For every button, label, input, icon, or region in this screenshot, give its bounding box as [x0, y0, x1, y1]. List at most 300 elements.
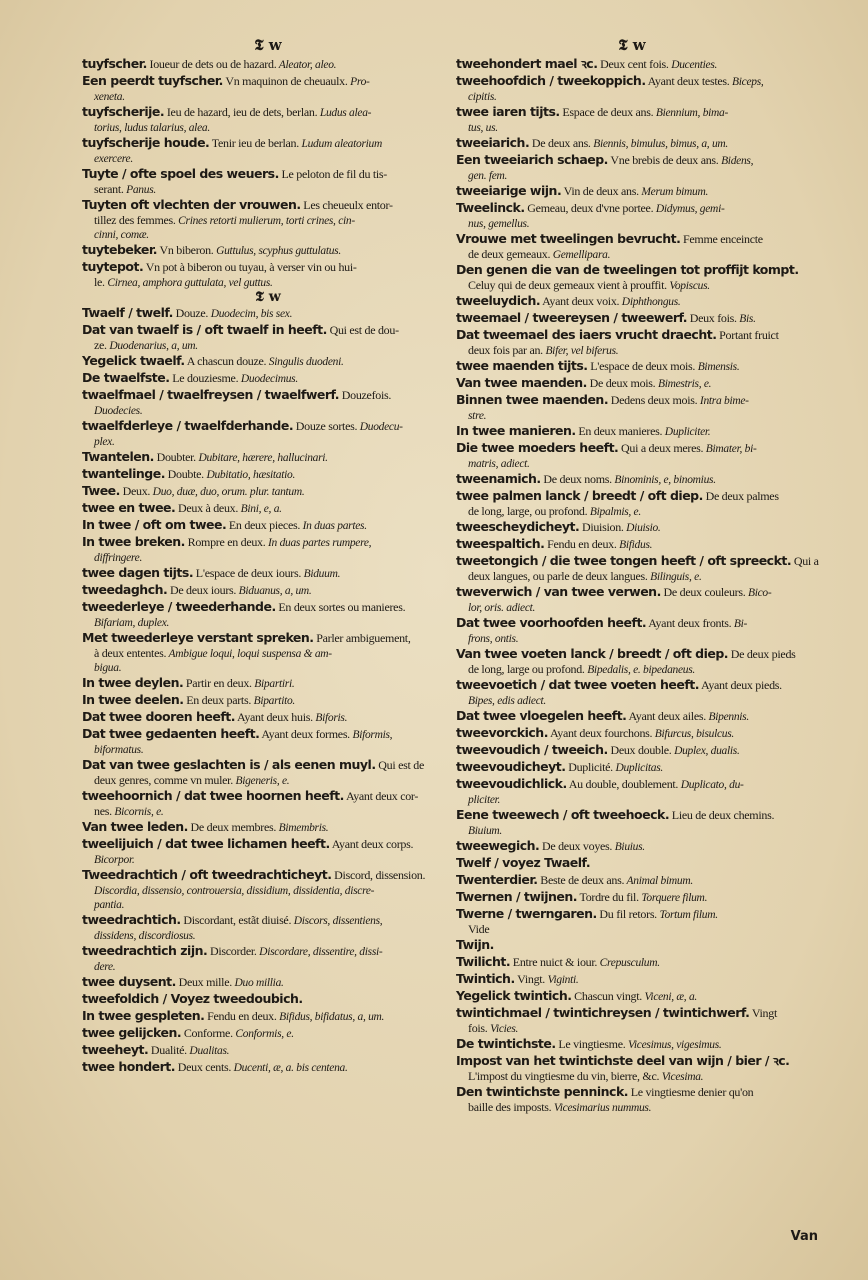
- entry-line: [456, 807, 808, 824]
- entry-continuation-line: [82, 90, 454, 104]
- latin-gloss: Ducenties.: [668, 59, 718, 71]
- latin-gloss: Cirnea, amphora guttulata, vel guttus.: [104, 277, 273, 289]
- dictionary-entry: [456, 838, 808, 855]
- entry-line: [456, 872, 808, 889]
- entry-line: [456, 375, 808, 392]
- entry-line: [82, 104, 454, 121]
- french-gloss: serant.: [94, 182, 124, 196]
- french-gloss: Ayant deux cor-: [343, 789, 419, 803]
- dictionary-entry: [456, 1084, 808, 1115]
- entry-line: [82, 709, 454, 726]
- latin-gloss: biformatus.: [94, 744, 144, 756]
- entry-continuation-line: [456, 1101, 808, 1115]
- entry-continuation-line: [456, 169, 808, 183]
- latin-gloss: In duas partes.: [300, 520, 367, 532]
- dictionary-entry: [82, 819, 454, 836]
- latin-gloss: Bico-: [745, 587, 772, 599]
- latin-gloss: Bifariam, duplex.: [94, 617, 170, 629]
- latin-gloss: Tortum filum.: [656, 909, 718, 921]
- latin-gloss: Duo, duæ, duo, orum. plur. tantum.: [150, 486, 305, 498]
- french-gloss: Deux fois.: [687, 311, 737, 325]
- latin-gloss: Vicesimus, vigesimus.: [625, 1039, 722, 1051]
- entry-continuation-line: [456, 1070, 808, 1084]
- dictionary-entry: [82, 1059, 454, 1076]
- dutch-headword: Twantelen.: [82, 449, 154, 464]
- entry-continuation-line: [82, 404, 454, 418]
- french-gloss: Qui est de dou-: [326, 323, 399, 337]
- entry-line: [456, 488, 808, 505]
- dictionary-entry: [456, 937, 808, 954]
- latin-gloss: Biforis.: [312, 712, 348, 724]
- entry-line: [82, 449, 454, 466]
- entry-continuation-line: [82, 774, 454, 788]
- entry-line: [456, 1053, 808, 1070]
- entry-line: [456, 954, 808, 971]
- latin-gloss: Guttulus, scyphus guttulatus.: [213, 245, 341, 257]
- french-gloss: ze.: [94, 338, 107, 352]
- entry-line: [456, 906, 808, 923]
- latin-gloss: tus, us.: [468, 122, 498, 134]
- entry-line: [456, 937, 808, 954]
- entry-line: [456, 423, 808, 440]
- french-gloss: Duplicité.: [565, 760, 613, 774]
- latin-gloss: Intra bime-: [697, 395, 749, 407]
- dutch-headword: tweespaltich.: [456, 536, 545, 551]
- latin-gloss: Bifer, vel biferus.: [542, 345, 619, 357]
- dutch-headword: twee dagen tijts.: [82, 565, 194, 580]
- entry-line: [456, 440, 808, 457]
- entry-line: [82, 259, 454, 276]
- dictionary-entry: [82, 73, 454, 104]
- entry-line: [82, 483, 454, 500]
- latin-gloss: Bipalmis, e.: [587, 506, 641, 518]
- dutch-headword: tuytebeker.: [82, 242, 157, 257]
- dutch-headword: twee palmen lanck / breedt / oft diep.: [456, 488, 703, 503]
- dictionary-entry: [82, 1008, 454, 1025]
- latin-gloss: Discordare, dissentire, dissi-: [256, 946, 383, 958]
- latin-gloss: xeneta.: [94, 91, 125, 103]
- french-gloss: De deux palmes: [702, 489, 779, 503]
- dictionary-entry: [456, 392, 808, 423]
- entry-continuation-line: [82, 805, 454, 819]
- dictionary-entry: [82, 565, 454, 582]
- dictionary-entry: [456, 536, 808, 553]
- entry-line: [82, 1059, 454, 1076]
- french-gloss: Doubte.: [164, 467, 204, 481]
- dictionary-entry: [456, 988, 808, 1005]
- french-gloss: Femme enceincte: [680, 232, 763, 246]
- entry-line: [456, 988, 808, 1005]
- french-gloss: Tenir ieu de berlan.: [209, 136, 299, 150]
- french-gloss: Ayant deux fronts.: [646, 616, 732, 630]
- latin-gloss: Torquere filum.: [638, 892, 708, 904]
- entry-continuation-line: [82, 276, 454, 290]
- dictionary-entry: [456, 293, 808, 310]
- dictionary-entry: [82, 867, 454, 912]
- dutch-headword: Den twintichste penninck.: [456, 1084, 629, 1099]
- dutch-headword: Twelf / voyez Twaelf.: [456, 855, 591, 870]
- french-gloss: L'impost du vingtiesme du vin, bierre, &c.: [468, 1069, 660, 1083]
- entry-line: [456, 584, 808, 601]
- dictionary-entry: [82, 517, 454, 534]
- french-gloss: L'espace de deux mois.: [587, 359, 696, 373]
- dutch-headword: In twee / oft om twee.: [82, 517, 227, 532]
- french-gloss: Discord, dissension.: [331, 868, 426, 882]
- french-gloss: fois.: [468, 1021, 488, 1035]
- dutch-headword: De twintichste.: [456, 1036, 556, 1051]
- dutch-headword: tweeheyt.: [82, 1042, 149, 1057]
- dutch-headword: Impost van het twintichste deel van wijn / bier / ꝛc.: [456, 1053, 790, 1068]
- dutch-headword: tweevorckich.: [456, 725, 548, 740]
- entry-continuation-line: [456, 824, 808, 838]
- entry-line: [456, 725, 808, 742]
- entry-continuation-line: [82, 960, 454, 974]
- dutch-headword: Binnen twee maenden.: [456, 392, 609, 407]
- latin-gloss: Dubitatio, hæsitatio.: [203, 469, 296, 481]
- latin-gloss: Duodecu-: [357, 421, 403, 433]
- entry-continuation-line: [456, 344, 808, 358]
- dutch-headword: Dat twee voorhoofden heeft.: [456, 615, 647, 630]
- entry-line: [456, 553, 819, 570]
- french-gloss: Discorder.: [207, 944, 257, 958]
- entry-line: [82, 166, 454, 183]
- entry-line: [82, 56, 454, 73]
- french-gloss: tillez des femmes.: [94, 213, 176, 227]
- dictionary-entry: [82, 135, 454, 166]
- dutch-headword: Dat twee dooren heeft.: [82, 709, 236, 724]
- french-gloss: Discordant, estãt diuisé.: [180, 913, 292, 927]
- entry-continuation-line: [82, 121, 454, 135]
- latin-gloss: Bilinguis, e.: [647, 571, 702, 583]
- entry-continuation-line: [456, 632, 808, 646]
- dictionary-entry: [82, 418, 454, 449]
- latin-gloss: Bicornis, e.: [111, 806, 164, 818]
- latin-gloss: cinni, comæ.: [94, 229, 149, 241]
- french-gloss: A chascun douze.: [184, 354, 267, 368]
- dictionary-entry: [456, 183, 808, 200]
- dutch-headword: Tweedrachtich / oft tweedrachticheyt.: [82, 867, 332, 882]
- latin-gloss: Biennium, bima-: [653, 107, 729, 119]
- dictionary-entry: [82, 305, 454, 322]
- french-gloss: Ayant deux testes.: [645, 74, 730, 88]
- dutch-headword: tweeiarich.: [456, 135, 530, 150]
- latin-gloss: Animal bimum.: [624, 875, 693, 887]
- french-gloss: De deux ans.: [529, 136, 591, 150]
- dutch-headword: Twenterdier.: [456, 872, 538, 887]
- french-gloss: Doubter.: [153, 450, 196, 464]
- dutch-headword: twee duysent.: [82, 974, 176, 989]
- french-gloss: De deux voyes.: [539, 839, 613, 853]
- dictionary-entry: [456, 708, 808, 725]
- french-gloss: Ayant deux formes.: [259, 727, 350, 741]
- entry-line: [456, 855, 808, 872]
- latin-gloss: plex.: [94, 436, 115, 448]
- french-gloss: En deux sortes ou manieres.: [275, 600, 406, 614]
- dictionary-entry: [456, 471, 808, 488]
- dictionary-entry: [456, 725, 808, 742]
- entry-continuation-line: [82, 214, 454, 228]
- dutch-headword: Vrouwe met tweelingen bevrucht.: [456, 231, 681, 246]
- french-gloss: deux genres, comme vn muler.: [94, 773, 233, 787]
- entry-line: [456, 536, 808, 553]
- latin-gloss: Bigeneris, e.: [232, 775, 290, 787]
- latin-gloss: Discors, dissentiens,: [291, 915, 383, 927]
- latin-gloss: Didymus, gemi-: [653, 203, 725, 215]
- entry-continuation-line: [456, 923, 808, 937]
- dictionary-entry: [82, 56, 454, 73]
- dictionary-entry: [82, 466, 454, 483]
- dictionary-entry: [456, 358, 808, 375]
- entry-line: [456, 677, 808, 694]
- entry-line: [82, 565, 454, 582]
- entry-line: [456, 135, 808, 152]
- entry-continuation-line: [82, 929, 454, 943]
- dutch-headword: twantelinge.: [82, 466, 165, 481]
- latin-gloss: Vicesima.: [659, 1071, 704, 1083]
- dutch-headword: tuyfscher.: [82, 56, 147, 71]
- dictionary-entry: [82, 991, 454, 1008]
- dutch-headword: Een tweeiarich schaep.: [456, 152, 608, 167]
- latin-gloss: Duplicato, du-: [678, 779, 744, 791]
- entry-continuation-line: [456, 457, 808, 471]
- latin-gloss: Bipes, edis adiect.: [468, 695, 546, 707]
- entry-line: [82, 1042, 454, 1059]
- dutch-headword: twaelfmael / twaelfreysen / twaelfwerf.: [82, 387, 340, 402]
- french-gloss: De deux couleurs.: [660, 585, 746, 599]
- french-gloss: Conforme.: [181, 1026, 233, 1040]
- dutch-headword: tweenamich.: [456, 471, 541, 486]
- dutch-headword: tweverwich / van twee verwen.: [456, 584, 661, 599]
- entry-continuation-line: [456, 793, 808, 807]
- dutch-headword: Tuyten oft vlechten der vrouwen.: [82, 197, 301, 212]
- latin-gloss: Gemellipara.: [550, 249, 611, 261]
- french-gloss: De deux membres.: [187, 820, 277, 834]
- dutch-headword: Twintich.: [456, 971, 515, 986]
- dutch-headword: tweescheydicheyt.: [456, 519, 580, 534]
- french-gloss: de long, large, ou profond.: [468, 504, 588, 518]
- latin-gloss: diffringere.: [94, 552, 143, 564]
- entry-line: [82, 943, 454, 960]
- latin-gloss: Diphthongus.: [619, 296, 681, 308]
- dutch-headword: tweevoudicheyt.: [456, 759, 566, 774]
- latin-gloss: Aleator, aleo.: [276, 59, 337, 71]
- dictionary-entry: [82, 449, 454, 466]
- dutch-headword: Yegelick twaelf.: [82, 353, 185, 368]
- entry-line: [82, 242, 454, 259]
- dictionary-entry: [456, 135, 808, 152]
- entry-line: [456, 519, 808, 536]
- entry-continuation-line: [82, 898, 454, 912]
- french-gloss: Deux.: [119, 484, 151, 498]
- latin-gloss: matris, adiect.: [468, 458, 530, 470]
- entry-line: [82, 135, 454, 152]
- entry-continuation-line: [82, 183, 454, 197]
- dutch-headword: tweewegich.: [456, 838, 540, 853]
- dictionary-entry: [456, 584, 808, 615]
- entry-line: [82, 726, 454, 743]
- french-gloss: Vingt.: [514, 972, 545, 986]
- dictionary-entry: [456, 488, 808, 519]
- french-gloss: Vingt: [749, 1006, 777, 1020]
- latin-gloss: stre.: [468, 410, 487, 422]
- dutch-headword: Dat twee gedaenten heeft.: [82, 726, 260, 741]
- dutch-headword: tweehoofdich / tweekoppich.: [456, 73, 646, 88]
- latin-gloss: Viginti.: [545, 974, 579, 986]
- latin-gloss: Merum bimum.: [638, 186, 709, 198]
- dictionary-entry: [456, 200, 808, 231]
- latin-gloss: Bimembris.: [276, 822, 329, 834]
- dictionary-entry: [82, 166, 454, 197]
- dutch-headword: tweevoudichlick.: [456, 776, 567, 791]
- french-gloss: De deux noms.: [540, 472, 612, 486]
- latin-gloss: Crepusculum.: [597, 957, 660, 969]
- dutch-headword: Twijn.: [456, 937, 494, 952]
- french-gloss: Portant fruict: [716, 328, 779, 342]
- dictionary-entry: [82, 353, 454, 370]
- dutch-headword: tweeluydich.: [456, 293, 541, 308]
- dictionary-entry: [456, 423, 808, 440]
- section-heading: 𝕿 w: [255, 289, 281, 305]
- dictionary-entry: [82, 197, 454, 242]
- dictionary-entry: [456, 440, 808, 471]
- french-gloss: à deux ententes.: [94, 646, 167, 660]
- entry-line: [456, 231, 808, 248]
- french-gloss: Gemeau, deux d'vne portee.: [524, 201, 654, 215]
- dictionary-entry: [456, 73, 808, 104]
- dutch-headword: Die twee moeders heeft.: [456, 440, 619, 455]
- dutch-headword: Eene tweewech / oft tweehoeck.: [456, 807, 670, 822]
- entry-continuation-line: [456, 248, 808, 262]
- dutch-headword: tweetongich / die twee tongen heeft / oft spreeckt.: [456, 553, 792, 568]
- entry-line: [456, 708, 808, 725]
- dictionary-entry: [456, 519, 808, 536]
- latin-gloss: nus, gemellus.: [468, 218, 530, 230]
- entry-line: [82, 867, 454, 884]
- entry-line: [82, 353, 454, 370]
- dictionary-entry: [82, 104, 454, 135]
- right-entries: [456, 56, 819, 1115]
- dutch-headword: Den genen die van de tweelingen tot proffijt kompt.: [456, 262, 799, 277]
- french-gloss: Le peloton de fil du tis-: [278, 167, 388, 181]
- dutch-headword: Twaelf / twelf.: [82, 305, 173, 320]
- entry-line: [82, 418, 454, 435]
- latin-gloss: Dubitare, hærere, hallucinari.: [195, 452, 328, 464]
- dictionary-entry: [82, 836, 454, 867]
- entry-continuation-line: [456, 217, 808, 231]
- dictionary-entry: [82, 242, 454, 259]
- french-gloss: le.: [94, 275, 105, 289]
- dutch-headword: tweemael / tweereysen / tweewerf.: [456, 310, 687, 325]
- french-gloss: Douzefois.: [339, 388, 392, 402]
- entry-line: [82, 991, 454, 1008]
- french-gloss: Fendu en deux.: [204, 1009, 277, 1023]
- entry-line: [456, 759, 808, 776]
- dictionary-entry: [456, 615, 808, 646]
- dictionary-entry: [82, 757, 454, 788]
- dictionary-entry: [456, 906, 808, 937]
- entry-line: [456, 200, 808, 217]
- french-gloss: nes.: [94, 804, 112, 818]
- dictionary-entry: [456, 759, 808, 776]
- dutch-headword: De twaelfste.: [82, 370, 170, 385]
- dictionary-entry: [82, 500, 454, 517]
- dutch-headword: Twerne / twerngaren.: [456, 906, 597, 921]
- entry-line: [456, 183, 808, 200]
- dutch-headword: tweelijuich / dat twee lichamen heeft.: [82, 836, 330, 851]
- entry-continuation-line: [82, 743, 454, 757]
- entry-continuation-line: [456, 90, 808, 104]
- dictionary-entry: [456, 872, 808, 889]
- entry-line: [456, 838, 808, 855]
- dictionary-entry: [82, 630, 454, 675]
- french-gloss: Dualité.: [148, 1043, 187, 1057]
- entry-line: [456, 262, 808, 279]
- entry-continuation-line: [456, 1022, 808, 1036]
- french-gloss: Parler ambiguement,: [313, 631, 411, 645]
- entry-line: [82, 692, 454, 709]
- french-gloss: Celuy qui de deux gemeaux vient à prouffit.: [468, 278, 667, 292]
- entry-continuation-line: [456, 601, 808, 615]
- dutch-headword: tweedaghch.: [82, 582, 168, 597]
- dictionary-entry: [456, 1053, 808, 1084]
- entry-continuation-line: [82, 853, 454, 867]
- latin-gloss: dissidens, discordiosus.: [94, 930, 196, 942]
- latin-gloss: Ducenti, æ, a. bis centena.: [231, 1062, 348, 1074]
- dutch-headword: tweedrachtich zijn.: [82, 943, 208, 958]
- french-gloss: Ayant deux voix.: [540, 294, 620, 308]
- dutch-headword: Van twee maenden.: [456, 375, 587, 390]
- dutch-headword: twee gelijcken.: [82, 1025, 182, 1040]
- left-entries: [82, 56, 454, 1076]
- left-column: [82, 36, 454, 1076]
- dictionary-entry: [456, 1036, 808, 1053]
- entry-continuation-line: [456, 570, 808, 584]
- entry-line: [456, 104, 808, 121]
- entry-line: [82, 500, 454, 517]
- latin-gloss: Biduum.: [301, 568, 341, 580]
- french-gloss: Qui a deux meres.: [618, 441, 704, 455]
- latin-gloss: pliciter.: [468, 794, 501, 806]
- dictionary-entry: [456, 807, 808, 838]
- dutch-headword: tweederleye / tweederhande.: [82, 599, 276, 614]
- french-gloss: Deux double.: [607, 743, 672, 757]
- dictionary-entry: [82, 599, 454, 630]
- latin-gloss: Pro-: [347, 76, 370, 88]
- dictionary-entry: [82, 534, 454, 565]
- dictionary-entry: [82, 387, 454, 418]
- french-gloss: Deux cents.: [175, 1060, 232, 1074]
- dictionary-entry: [456, 855, 808, 872]
- french-gloss: Tordre du fil.: [577, 890, 639, 904]
- latin-gloss: Bimestris, e.: [655, 378, 712, 390]
- entry-line: [82, 1008, 454, 1025]
- latin-gloss: Crines retorti mulierum, torti crines, cin-: [175, 215, 355, 227]
- running-head-left: 𝕿 w: [254, 36, 282, 54]
- french-gloss: Qui est de: [375, 758, 424, 772]
- dictionary-entry: [456, 231, 808, 262]
- latin-gloss: Duodenarius, a, um.: [106, 340, 198, 352]
- entry-line: [82, 1025, 454, 1042]
- dutch-headword: Tuyte / ofte spoel des weuers.: [82, 166, 279, 181]
- dictionary-entry: [456, 152, 808, 183]
- french-gloss: Vin de deux ans.: [561, 184, 639, 198]
- dutch-headword: Van twee voeten lanck / breedt / oft diep.: [456, 646, 729, 661]
- dutch-headword: Dat van twaelf is / oft twaelf in heeft.: [82, 322, 327, 337]
- latin-gloss: Bipartiri.: [251, 678, 295, 690]
- dictionary-entry: [82, 259, 454, 290]
- dutch-headword: In twee gespleten.: [82, 1008, 205, 1023]
- latin-gloss: Vicies.: [487, 1023, 519, 1035]
